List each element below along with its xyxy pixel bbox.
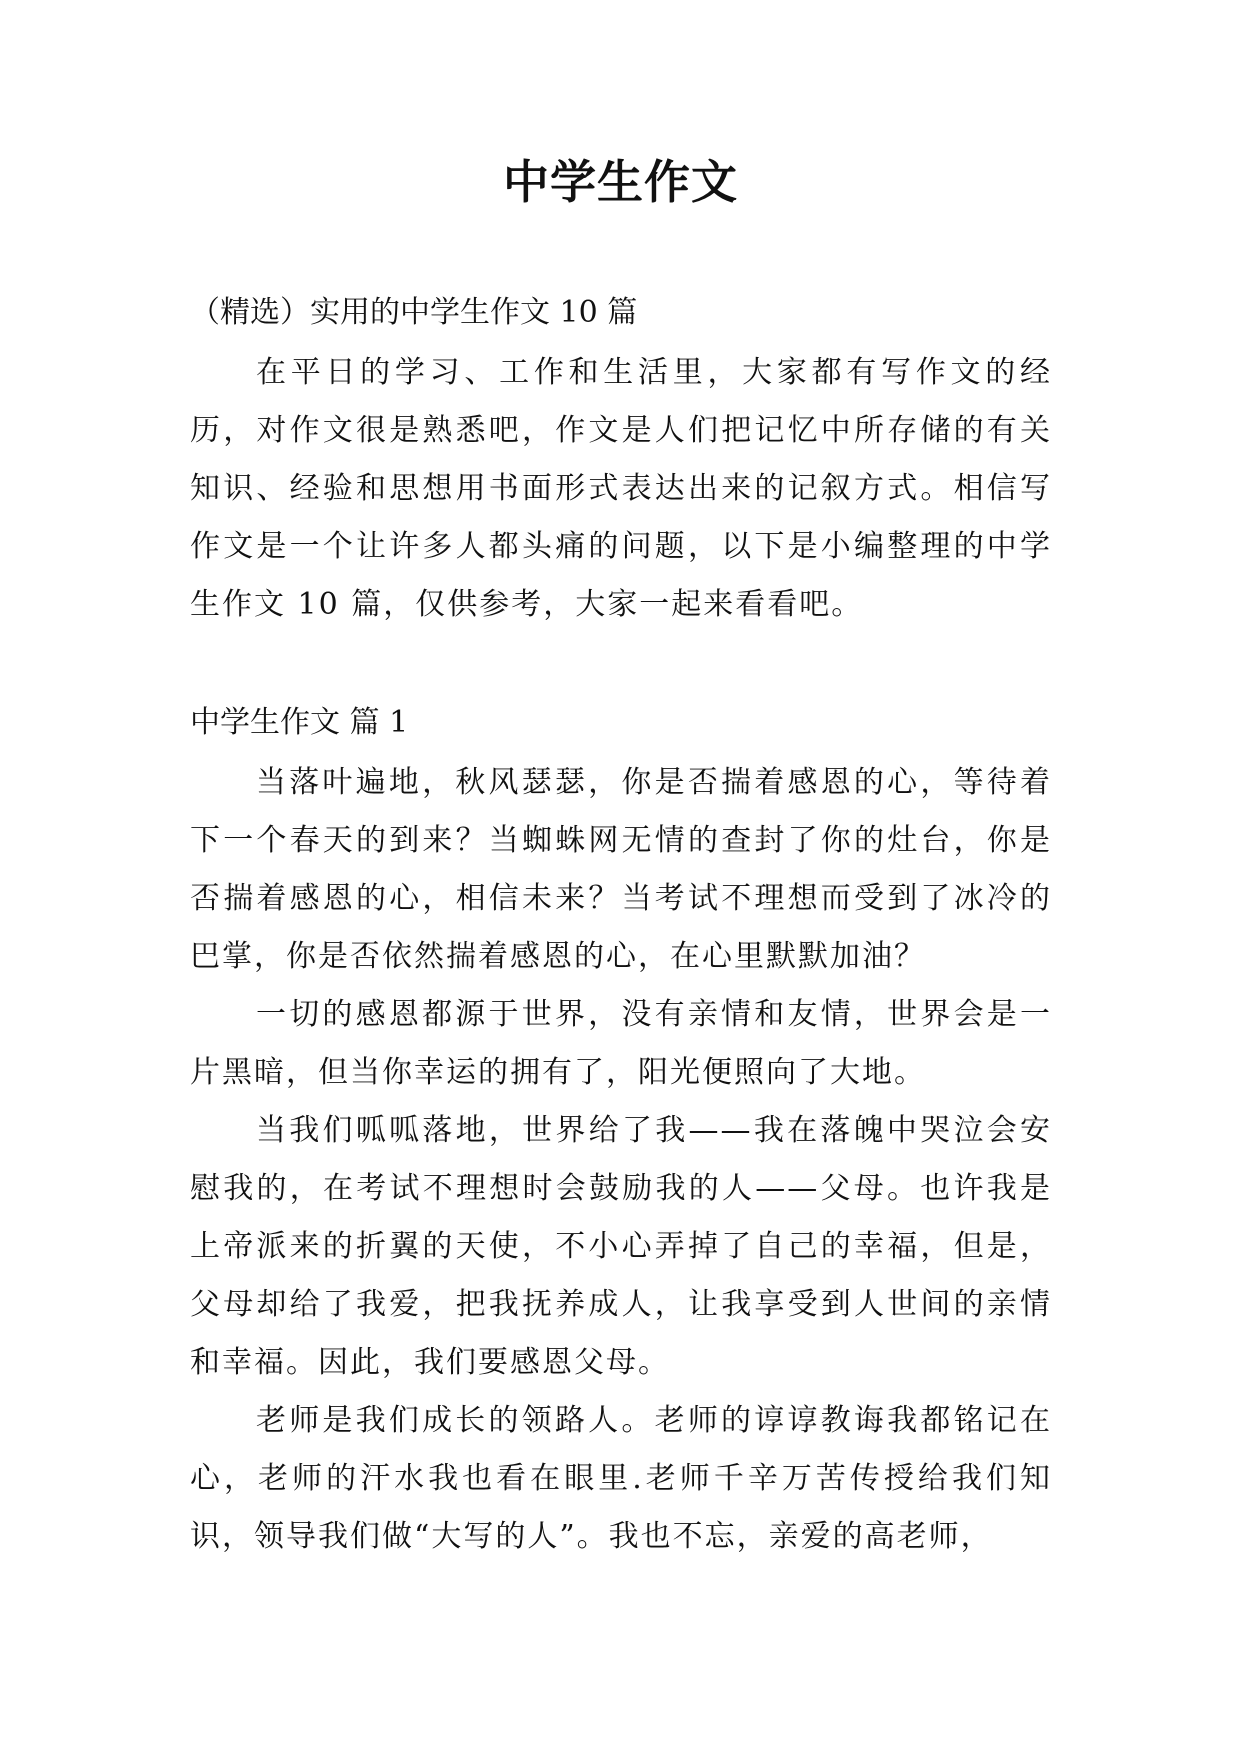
section-heading: 中学生作文 篇 1 <box>190 705 409 740</box>
document-subtitle: （精选）实用的中学生作文 10 篇 <box>190 295 638 330</box>
essay-paragraph-1: 当落叶遍地，秋风瑟瑟，你是否揣着感恩的心，等待着下一个春天的到来？当蜘蛛网无情的查封了你的灶台，你是否揣着感恩的心，相信未来？当考试不理想而受到了冰冷的巴掌，你是否依然揣着感恩的心，在心里默默加油？ <box>190 765 1052 974</box>
document-title: 中学生作文 <box>503 155 738 209</box>
essay-paragraph-2: 一切的感恩都源于世界，没有亲情和友情，世界会是一片黑暗，但当你幸运的拥有了，阳光便照向了大地。 <box>190 997 1052 1090</box>
intro-section <box>190 344 1052 634</box>
essay-paragraph-4: 老师是我们成长的领路人。老师的谆谆教诲我都铭记在心，老师的汗水我也看在眼里.老师千辛万苦传授给我们知识，领导我们做“大写的人”。我也不忘，亲爱的高老师， <box>190 1403 1052 1554</box>
intro-paragraph: 在平日的学习、工作和生活里，大家都有写作文的经历，对作文很是熟悉吧，作文是人们把记忆中所存储的有关知识、经验和思想用书面形式表达出来的记叙方式。相信写作文是一个让许多人都头痛的问题，以下是小编整理的中学生作文 10 篇，仅供参考，大家一起来看看吧。 <box>190 355 1052 622</box>
essay-section <box>190 754 1052 1566</box>
essay-paragraph-3: 当我们呱呱落地，世界给了我——我在落魄中哭泣会安慰我的，在考试不理想时会鼓励我的人——父母。也许我是上帝派来的折翼的天使，不小心弄掉了自己的幸福，但是，父母却给了我爱，把我抚养成人，让我享受到人世间的亲情和幸福。因此，我们要感恩父母。 <box>190 1113 1052 1380</box>
